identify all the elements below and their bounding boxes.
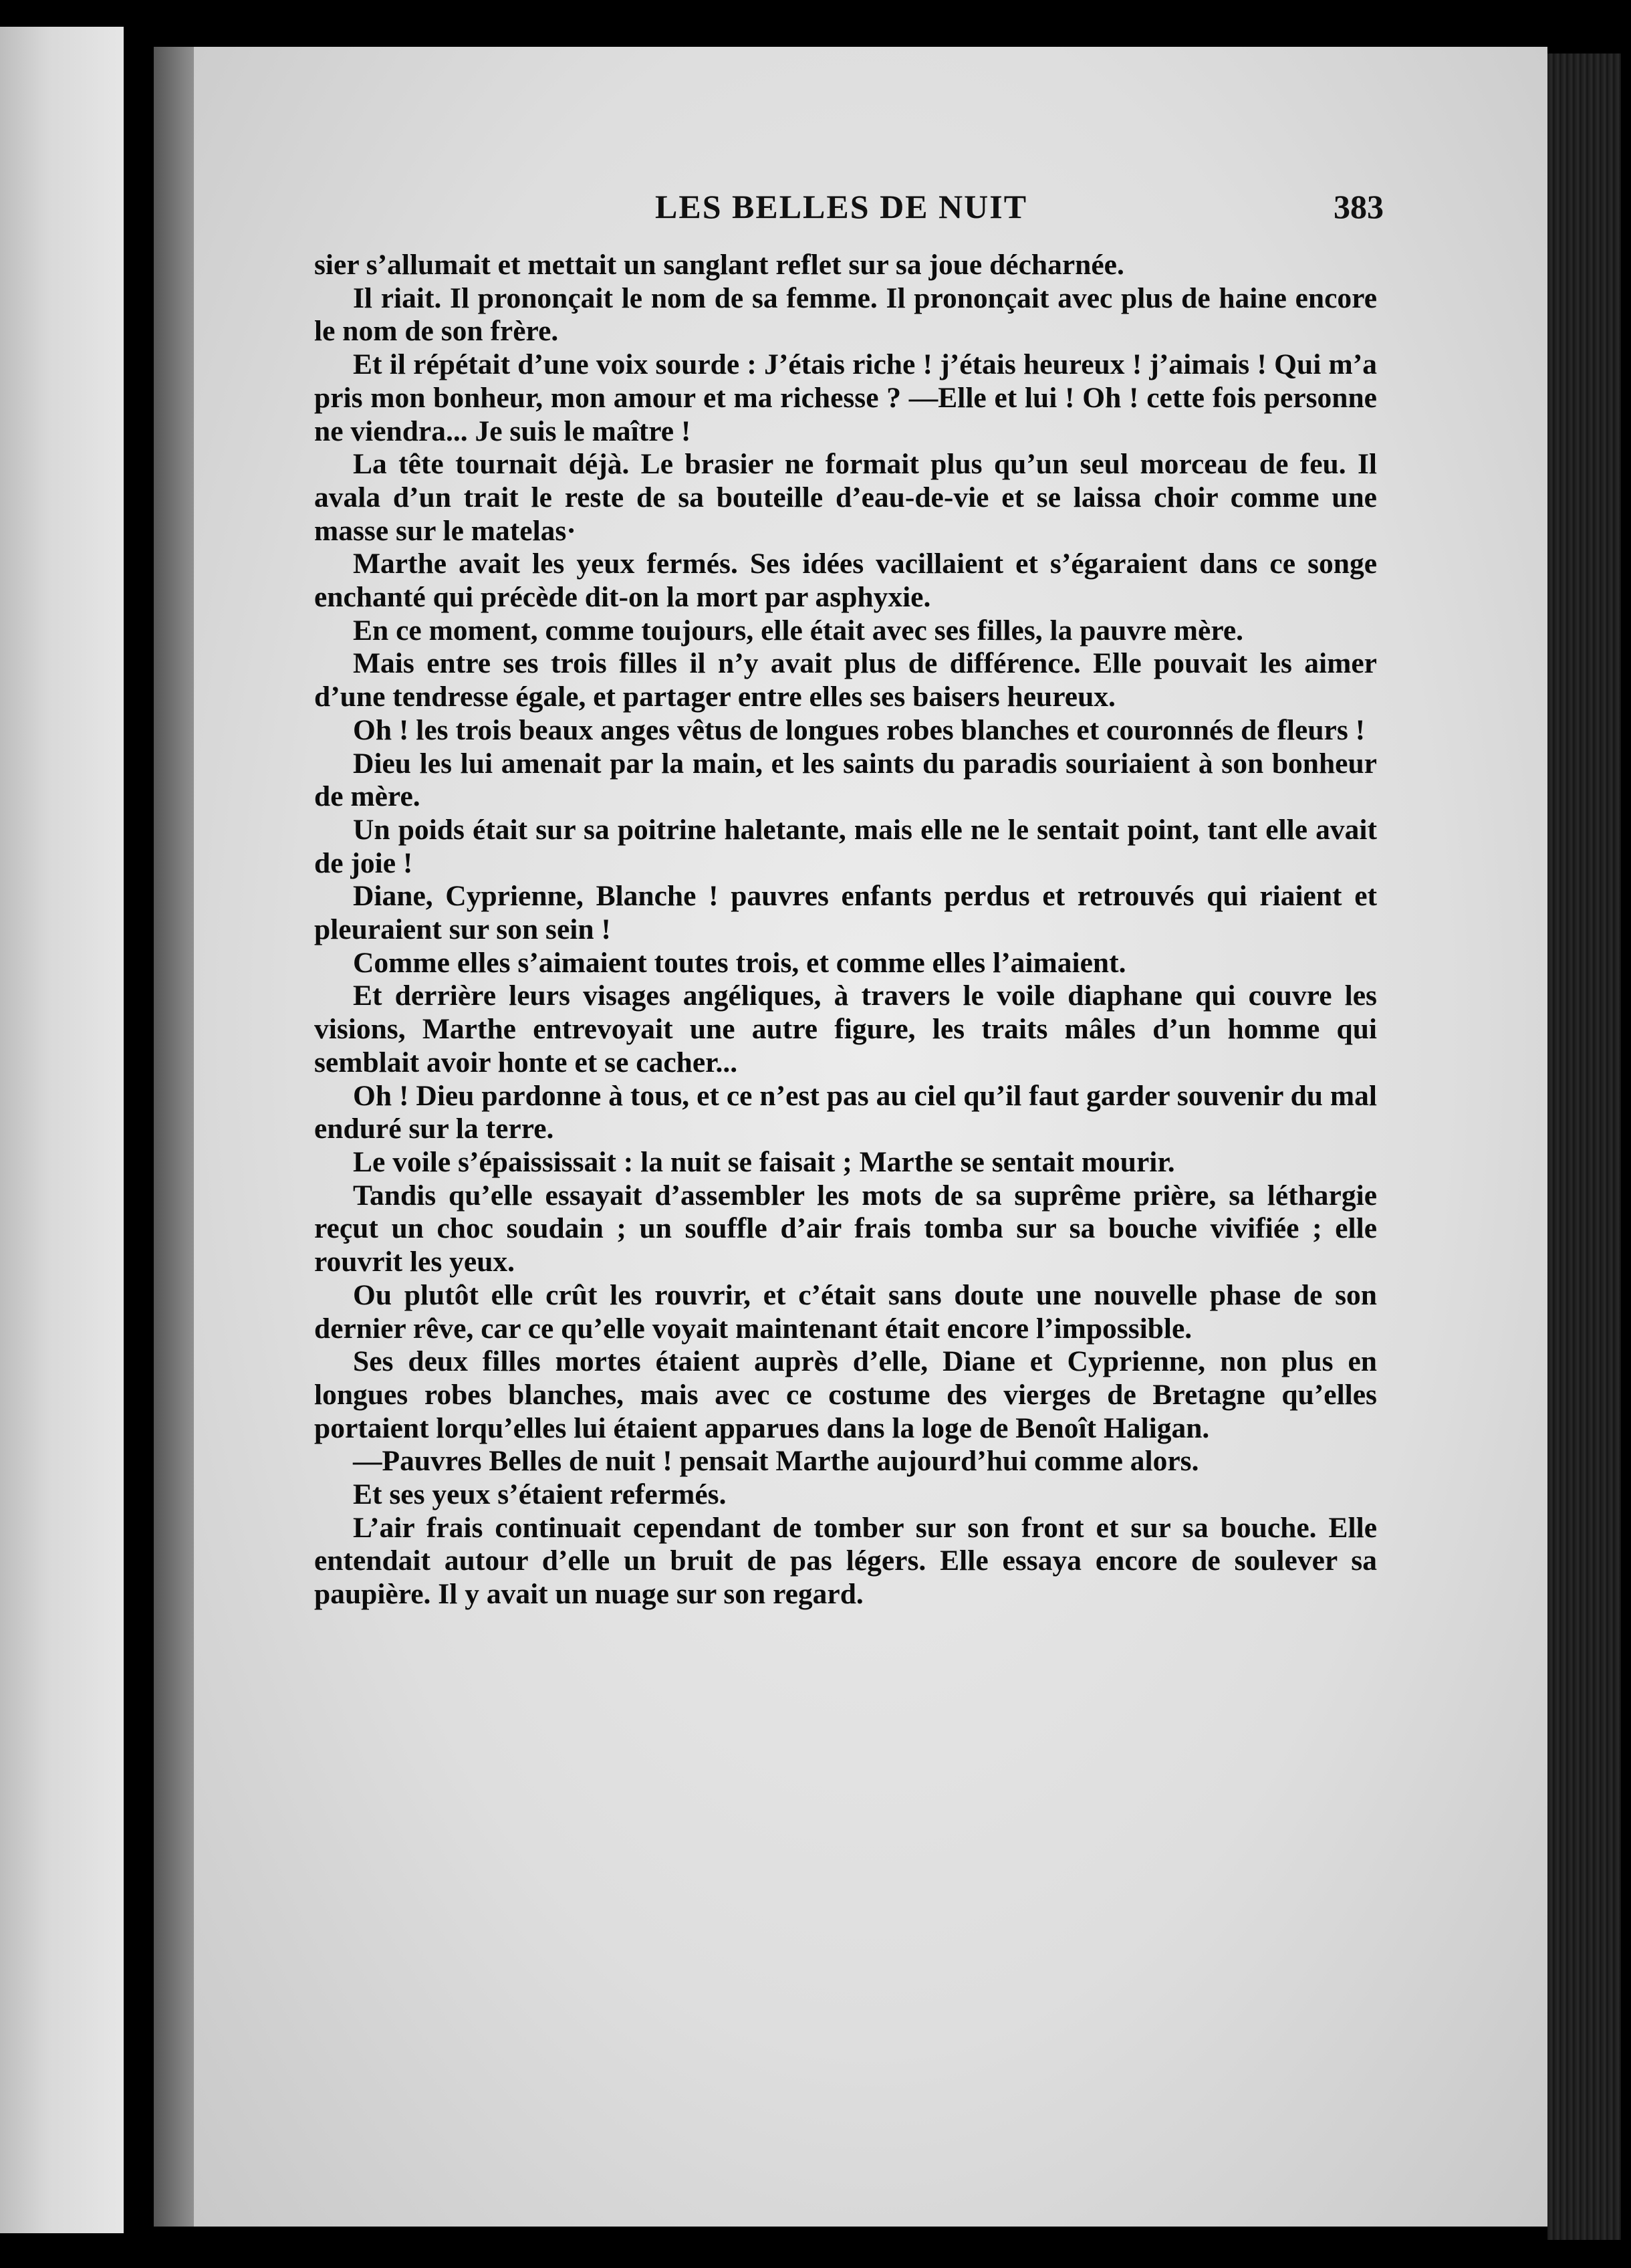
paragraph: Et il répétait d’une voix sourde : J’étais riche ! j’étais heureux ! j’aimais ! Qui m’a pris mon bonheur, mon amour et ma richesse ? —Elle et lui ! Oh ! cette fois personne ne viendra... Je suis le maître ! <box>314 348 1377 447</box>
paragraph: Marthe avait les yeux fermés. Ses idées vacillaient et s’égaraient dans ce songe enchanté qui précède dit-on la mort par asphyxie. <box>314 548 1377 614</box>
paragraph: Mais entre ses trois filles il n’y avait plus de différence. Elle pouvait les aimer d’une tendresse égale, et partager entre elles ses baisers heureux. <box>314 647 1377 713</box>
previous-page-edge <box>0 27 124 2233</box>
paragraph: Le voile s’épaississait : la nuit se faisait ; Marthe se sentait mourir. <box>353 1145 1175 1178</box>
paragraph: Ou plutôt elle crût les rouvrir, et c’était sans doute une nouvelle phase de son dernier rêve, car ce qu’elle voyait maintenant était encore l’impossible. <box>314 1278 1377 1345</box>
paragraph: Tandis qu’elle essayait d’assembler les mots de sa suprême prière, sa léthargie reçut un choc soudain ; un souffle d’air frais tomba sur sa bouche vivifiée ; elle rouvrit les yeux. <box>314 1179 1377 1278</box>
paragraph: Un poids était sur sa poitrine haletante, mais elle ne le sentait point, tant elle avait de joie ! <box>314 813 1377 879</box>
running-title: LES BELLES DE NUIT <box>655 188 1028 225</box>
page-header <box>314 187 1384 227</box>
paragraph: Et ses yeux s’étaient refermés. <box>353 1478 727 1511</box>
paragraph: —Pauvres Belles de nuit ! pensait Marthe aujourd’hui comme alors. <box>353 1445 1199 1478</box>
paragraph: Diane, Cyprienne, Blanche ! pauvres enfants perdus et retrouvés qui riaient et pleuraient sur son sein ! <box>314 880 1377 946</box>
paragraph: Ses deux filles mortes étaient auprès d’elle, Diane et Cyprienne, non plus en longues robes blanches, mais avec ce costume des vierges de Bretagne qu’elles portaient lorqu’elles lui étaient apparues dans la loge de Benoît Haligan. <box>314 1345 1377 1444</box>
paragraph: Comme elles s’aimaient toutes trois, et comme elles l’aimaient. <box>353 946 1126 979</box>
body-text <box>314 249 1377 1611</box>
paragraph: Il riait. Il prononçait le nom de sa femme. Il prononçait avec plus de haine encore le nom de son frère. <box>314 281 1377 348</box>
paragraph: Oh ! les trois beaux anges vêtus de longues robes blanches et couronnés de fleurs ! <box>353 713 1366 746</box>
book-binding-edge <box>1547 53 1621 2240</box>
paragraph: L’air frais continuait cependant de tomber sur son front et sur sa bouche. Elle entendait autour d’elle un bruit de pas légers. Elle essaya encore de soulever sa paupière. Il y avait un nuage sur son regard. <box>314 1511 1377 1611</box>
paragraph: sier s’allumait et mettait un sanglant reflet sur sa joue décharnée. <box>314 249 1124 281</box>
paragraph: Et derrière leurs visages angéliques, à travers le voile diaphane qui couvre les visions, Marthe entrevoyait une autre figure, les traits mâles d’un homme qui semblait avoir honte et se cacher... <box>314 980 1377 1079</box>
page-number: 383 <box>1334 188 1384 225</box>
paragraph: Dieu les lui amenait par la main, et les saints du paradis souriaient à son bonheur de mère. <box>314 747 1377 813</box>
paragraph: En ce moment, comme toujours, elle était avec ses filles, la pauvre mère. <box>353 614 1244 647</box>
paragraph: La tête tournait déjà. Le brasier ne formait plus qu’un seul morceau de feu. Il avala d’un trait le reste de sa bouteille d’eau-de-vie et se laissa choir comme une masse sur le matelas· <box>314 448 1377 547</box>
paragraph: Oh ! Dieu pardonne à tous, et ce n’est pas au ciel qu’il faut garder souvenir du mal enduré sur la terre. <box>314 1079 1377 1145</box>
